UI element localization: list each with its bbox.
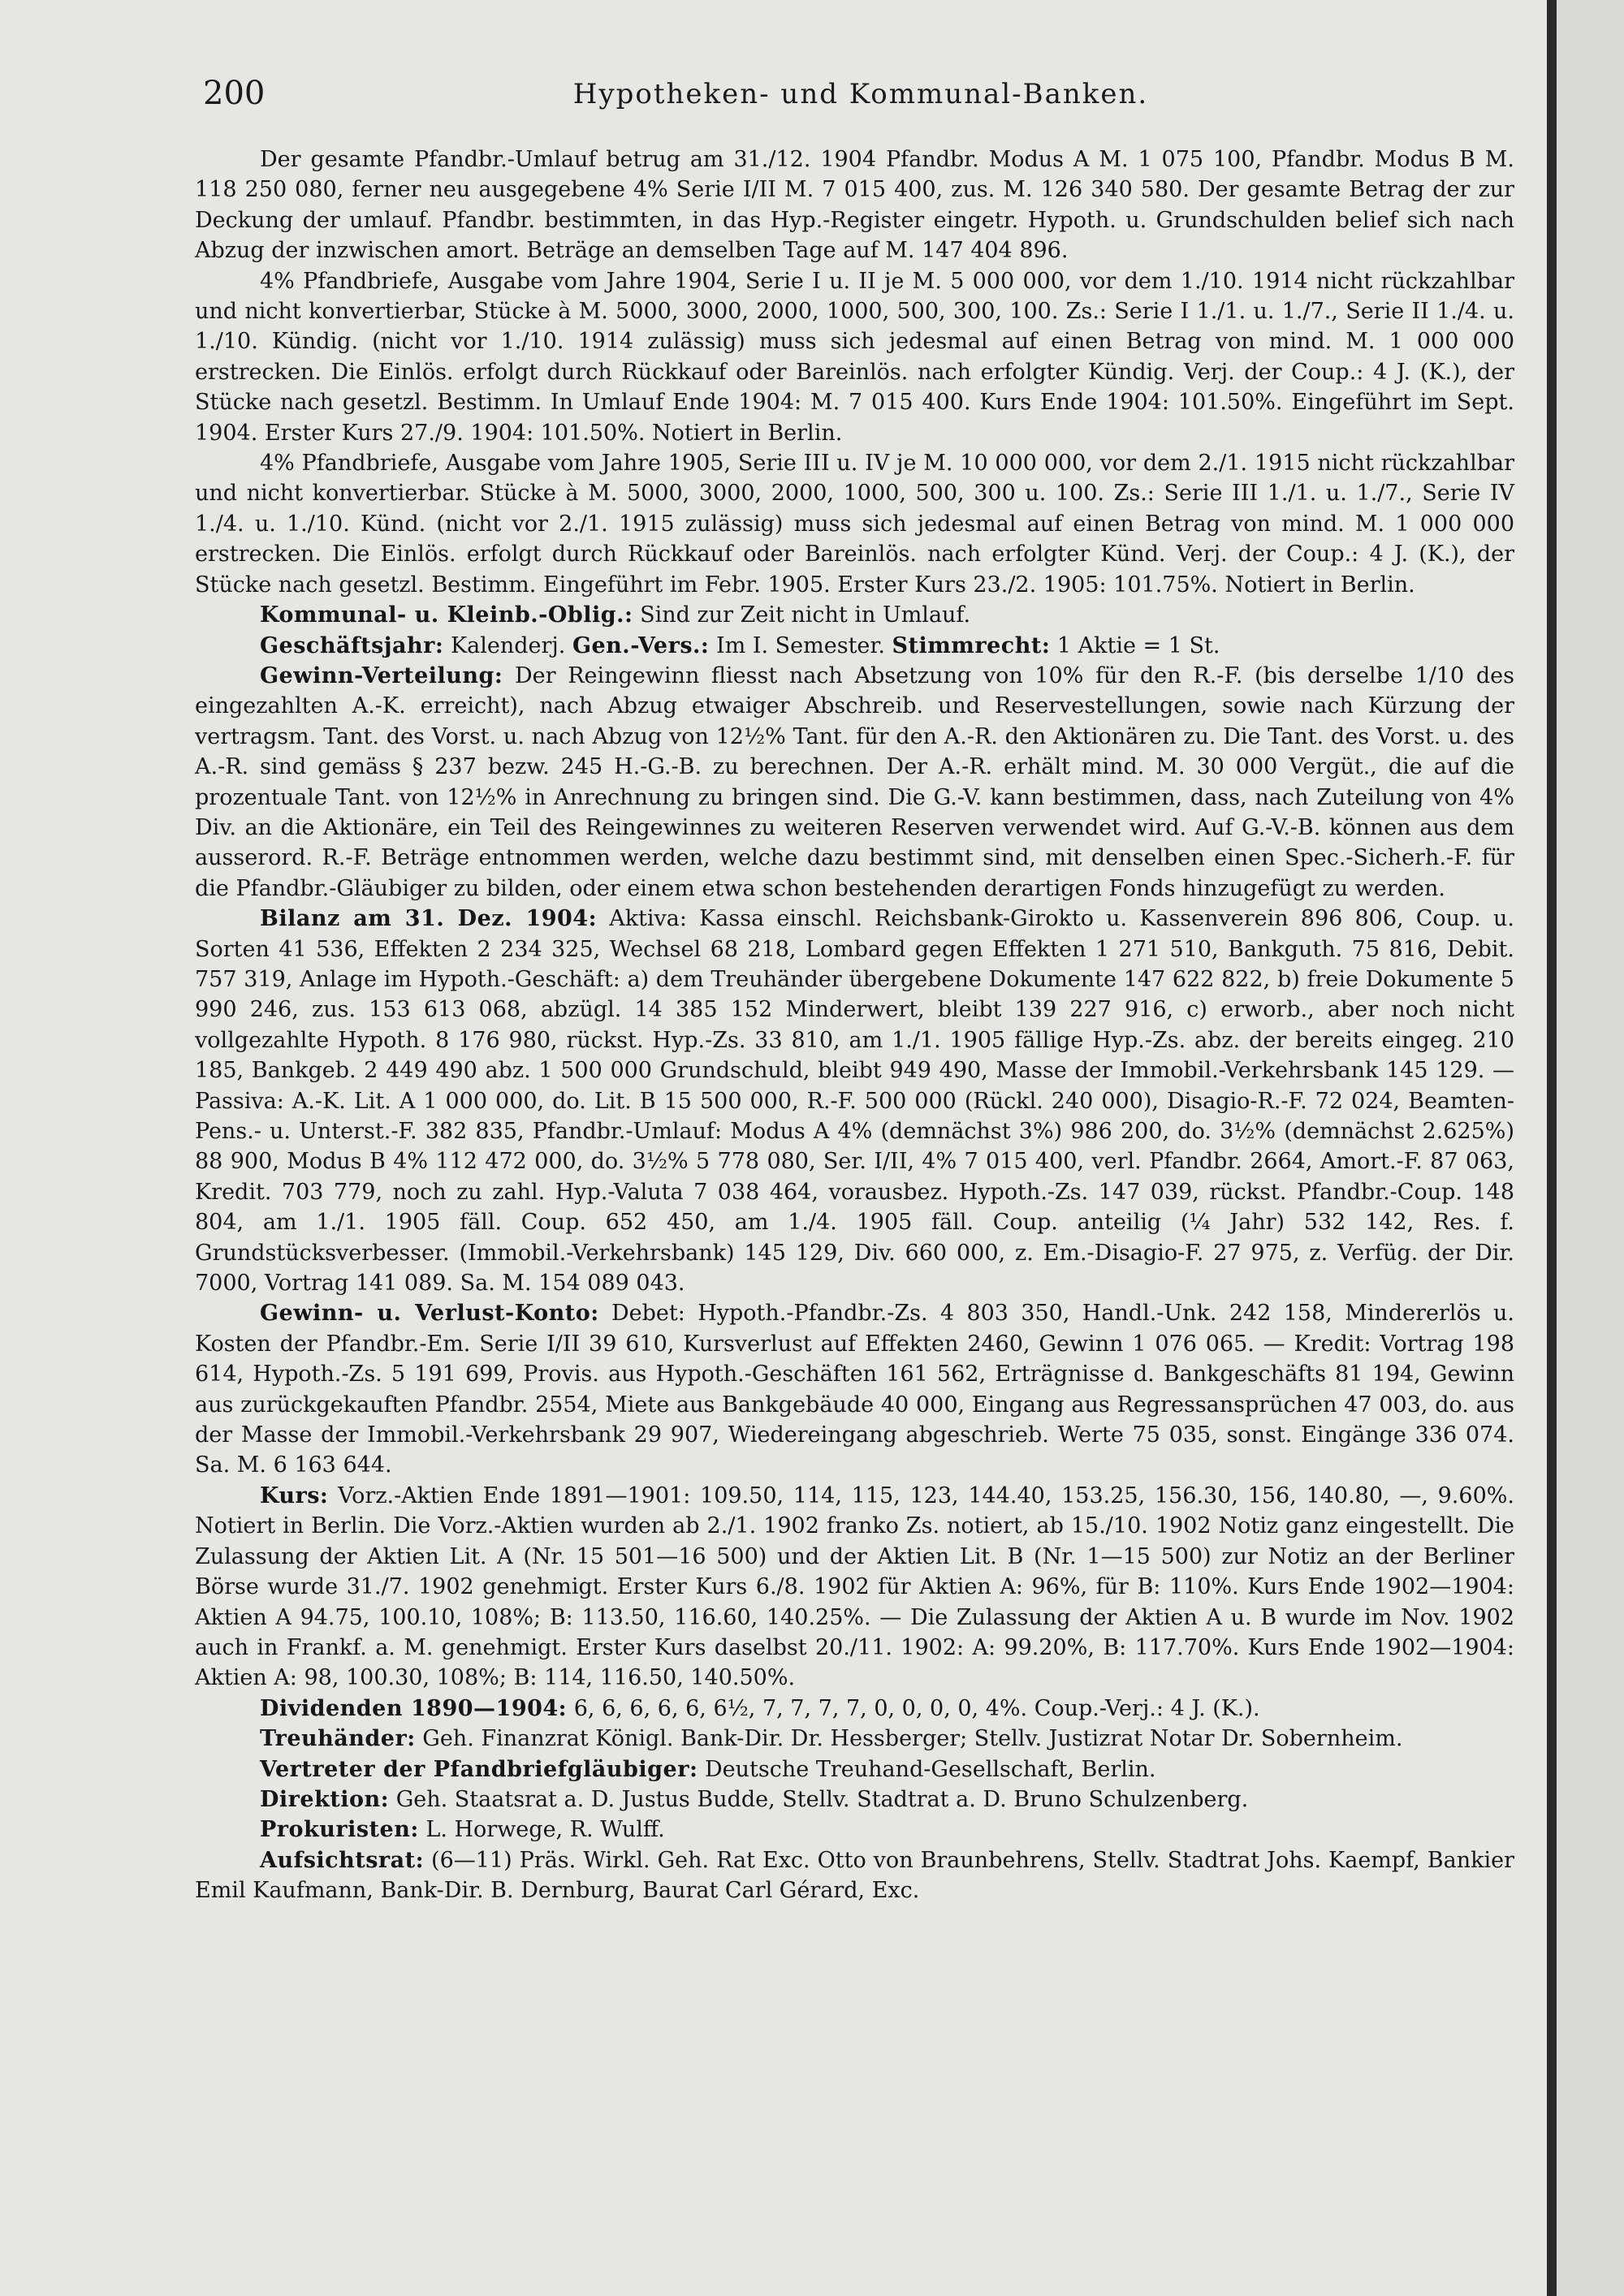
section-label: Prokuristen: — [260, 1817, 419, 1843]
page-number: 200 — [203, 75, 266, 112]
section-label: Direktion: — [260, 1786, 390, 1812]
paragraph-text: Im I. Semester. — [709, 632, 892, 658]
section-label: Kommunal- u. Kleinb.-Oblig.: — [260, 602, 633, 628]
section-label: Geschäftsjahr: — [260, 632, 444, 658]
paragraph-aufsichtsrat — [195, 1845, 1514, 1906]
paragraph-text: 1 Aktie = 1 St. — [1050, 632, 1220, 658]
paragraph-kurs — [195, 1481, 1514, 1694]
paragraph-direktion — [195, 1785, 1514, 1815]
paragraph-gewinn-verlust — [195, 1298, 1514, 1480]
paragraph-text: Der gesamte Pfandbr.-Umlauf betrug am 31./12. 1904 Pfandbr. Modus A M. 1 075 100, Pfandbr. Modus B M. 118 250 080, ferner neu ausgegebene 4% Serie I/II M. 7 015 400, zus. M. 126 340 580. Der gesamte Betrag der zur Deckung der umlauf. Pfandbr. bestimmten, in das Hyp.-Register eingetr. Hypoth. u. Grundschulden belief sich nach Abzug der inzwischen amort. Beträge an demselben Tage auf M. 147 404 896. — [195, 147, 1514, 264]
paragraph-text: Deutsche Treuhand-Gesellschaft, Berlin. — [698, 1756, 1156, 1782]
section-label: Aufsichtsrat: — [260, 1847, 425, 1873]
paragraph-treuhaender — [195, 1724, 1514, 1754]
section-label: Stimmrecht: — [892, 632, 1051, 658]
paragraph-text: L. Horwege, R. Wulff. — [418, 1817, 665, 1843]
section-label: Treuhänder: — [260, 1726, 416, 1752]
paragraph-gewinn-verteilung — [195, 661, 1514, 904]
paragraph-text: 6, 6, 6, 6, 6, 6½, 7, 7, 7, 7, 0, 0, 0, 0, 4%. Coup.-Verj.: 4 J. (K.). — [567, 1695, 1260, 1721]
section-label: Kurs: — [260, 1482, 329, 1508]
facing-page-margin — [1557, 0, 1624, 2296]
running-title: Hypotheken- und Kommunal-Banken. — [572, 78, 1149, 110]
paragraph-text: 4% Pfandbriefe, Ausgabe vom Jahre 1905, Serie III u. IV je M. 10 000 000, vor dem 2./1. 1915 nicht rückzahlbar und nicht konvertierbar. Stücke à M. 5000, 3000, 2000, 1000, 500, 300 u. 100. Zs.: Serie III 1./1. u. 1./7., Serie IV 1./4. u. 1./10. Künd. (nicht vor 2./1. 1915 zulässig) muss sich jedesmal auf einen Betrag von mind. M. 1 000 000 erstrecken. Die Einlös. erfolgt durch Rückkauf oder Bareinlös. nach erfolgter Künd. Verj. der Coup.: 4 J. (K.), der Stücke nach gesetzl. Bestimm. Eingeführt im Febr. 1905. Erster Kurs 23./2. 1905: 101.75%. Notiert in Berlin. — [195, 451, 1514, 598]
paragraph-text: Geh. Staatsrat a. D. Justus Budde, Stellv. Stadtrat a. D. Bruno Schulzenberg. — [389, 1786, 1249, 1812]
section-label: Gen.-Vers.: — [572, 632, 710, 658]
paragraph-vertreter — [195, 1754, 1514, 1785]
paragraph-bilanz — [195, 904, 1514, 1298]
paragraph-kommunal-oblig — [195, 600, 1514, 630]
section-label: Gewinn- u. Verlust-Konto: — [260, 1301, 599, 1327]
paragraph-geschaeftsjahr — [195, 631, 1514, 661]
paragraph-dividenden — [195, 1694, 1514, 1724]
paragraph-pfandbrief-umlauf — [195, 145, 1514, 266]
section-label: Vertreter der Pfandbriefgläubiger: — [260, 1756, 698, 1782]
paragraph-pfandbriefe-1905 — [195, 448, 1514, 600]
paragraph-text: Sind zur Zeit nicht in Umlauf. — [633, 602, 971, 628]
section-label: Dividenden 1890—1904: — [260, 1695, 568, 1721]
page-body — [195, 145, 1514, 1906]
paragraph-text: Debet: Hypoth.-Pfandbr.-Zs. 4 803 350, Handl.-Unk. 242 158, Mindererlös u. Kosten der Pfandbr.-Em. Serie I/II 39 610, Kursverlust auf Effekten 2460, Gewinn 1 076 065. — Kredit: Vortrag 198 614, Hypoth.-Zs. 5 191 699, Provis. aus Hypoth.-Geschäften 161 562, Erträgnisse d. Bankgeschäfts 81 194, Gewinn aus zurückgekauften Pfandbr. 2554, Miete aus Bankgebäude 40 000, Eingang aus Regressansprüchen 47 003, do. aus der Masse der Immobil.-Verkehrsbank 29 907, Wiedereingang abgeschrieb. Werte 75 035, sonst. Eingänge 336 074. Sa. M. 6 163 644. — [195, 1301, 1514, 1478]
paragraph-text: Kalenderj. — [443, 632, 572, 658]
section-label: Gewinn-Verteilung: — [260, 662, 503, 688]
paragraph-text: Geh. Finanzrat Königl. Bank-Dir. Dr. Hessberger; Stellv. Justizrat Notar Dr. Sobernheim. — [415, 1726, 1403, 1752]
paragraph-text: Der Reingewinn fliesst nach Absetzung von 10% für den R.-F. (bis derselbe 1/10 des eingezahlten A.-K. erreicht), nach Abzug etwaiger Abschreib. und Reservestellungen, sowie nach Kürzung der vertragsm. Tant. des Vorst. u. nach Abzug von 12½% Tant. für den A.-R. den Aktionären zu. Die Tant. des Vorst. u. des A.-R. sind gemäss § 237 bezw. 245 H.-G.-B. zu berechnen. Der A.-R. erhält mind. M. 30 000 Vergüt., die auf die prozentuale Tant. von 12½% in Anrechnung zu bringen sind. Die G.-V. kann bestimmen, dass, nach Zuteilung von 4% Div. an die Aktionäre, ein Teil des Reingewinnes zu weiteren Reserven verwendet wird. Auf G.-V.-B. können aus dem ausserord. R.-F. Beträge entnommen werden, welche dazu bestimmt sind, mit denselben einen Spec.-Sicherh.-F. für die Pfandbr.-Gläubiger zu bilden, oder einem etwa schon bestehenden derartigen Fonds hinzugefügt zu werden. — [195, 662, 1514, 901]
paragraph-text: Aktiva: Kassa einschl. Reichsbank-Girokto u. Kassenverein 896 806, Coup. u. Sorten 41 536, Effekten 2 234 325, Wechsel 68 218, Lombard gegen Effekten 1 271 510, Bankguth. 75 816, Debit. 757 319, Anlage im Hypoth.-Geschäft: a) dem Treuhänder übergebene Dokumente 147 622 822, b) freie Dokumente 5 990 246, zus. 153 613 068, abzügl. 14 385 152 Minderwert, bleibt 139 227 916, c) erworb., aber noch nicht vollgezahlte Hypoth. 8 176 980, rückst. Hyp.-Zs. 33 810, am 1./1. 1905 fällige Hyp.-Zs. abz. der bereits eingeg. 210 185, Bankgeb. 2 449 490 abz. 1 500 000 Grundschuld, bleibt 949 490, Masse der Immobil.-Verkehrsbank 145 129. — Passiva: A.-K. Lit. A 1 000 000, do. Lit. B 15 500 000, R.-F. 500 000 (Rückl. 240 000), Disagio-R.-F. 72 024, Beamten-Pens.- u. Unterst.-F. 382 835, Pfandbr.-Umlauf: Modus A 4% (demnächst 3%) 986 200, do. 3½% (demnächst 2.625%) 88 900, Modus B 4% 112 472 000, do. 3½% 5 778 080, Ser. I/II, 4% 7 015 400, verl. Pfandbr. 2664, Amort.-F. 87 063, Kredit. 703 779, noch zu zahl. Hyp.-Valuta 7 038 464, vorausbez. Hypoth.-Zs. 147 039, rückst. Pfandbr.-Coup. 148 804, am 1./1. 1905 fäll. Coup. 652 450, am 1./4. 1905 fäll. Coup. anteilig (¼ Jahr) 532 142, Res. f. Grundstücksverbesser. (Immobil.-Verkehrsbank) 145 129, Div. 660 000, z. Em.-Disagio-F. 27 975, z. Verfüg. der Dir. 7000, Vortrag 141 089. Sa. M. 154 089 043. — [195, 906, 1514, 1297]
paragraph-text: 4% Pfandbriefe, Ausgabe vom Jahre 1904, Serie I u. II je M. 5 000 000, vor dem 1./10. 1914 nicht rückzahlbar und nicht konvertierbar, Stücke à M. 5000, 3000, 2000, 1000, 500, 300, 100. Zs.: Serie I 1./1. u. 1./7., Serie II 1./4. u. 1./10. Kündig. (nicht vor 1./10. 1914 zulässig) muss sich jedesmal auf einen Betrag von mind. M. 1 000 000 erstrecken. Die Einlös. erfolgt durch Rückkauf oder Bareinlös. nach erfolgter Kündig. Verj. der Coup.: 4 J. (K.), der Stücke nach gesetzl. Bestimm. In Umlauf Ende 1904: M. 7 015 400. Kurs Ende 1904: 101.50%. Eingeführt im Sept. 1904. Erster Kurs 27./9. 1904: 101.50%. Notiert in Berlin. — [195, 268, 1514, 446]
page-edge-shadow — [1547, 0, 1557, 2296]
paragraph-pfandbriefe-1904 — [195, 266, 1514, 448]
paragraph-text: (6—11) Präs. Wirkl. Geh. Rat Exc. Otto von Braunbehrens, Stellv. Stadtrat Johs. Kaempf, Bankier Emil Kaufmann, Bank-Dir. B. Dernburg, Baurat Carl Gérard, Exc. — [195, 1847, 1514, 1904]
section-label: Bilanz am 31. Dez. 1904: — [260, 906, 598, 932]
paragraph-prokuristen — [195, 1815, 1514, 1845]
paragraph-text: Vorz.-Aktien Ende 1891—1901: 109.50, 114, 115, 123, 144.40, 153.25, 156.30, 156, 140.80, —, 9.60%. Notiert in Berlin. Die Vorz.-Aktien wurden ab 2./1. 1902 franko Zs. notiert, ab 15./10. 1902 Notiz ganz eingestellt. Die Zulassung der Aktien Lit. A (Nr. 15 501—16 500) und der Aktien Lit. B (Nr. 1—15 500) zur Notiz an der Berliner Börse wurde 31./7. 1902 genehmigt. Erster Kurs 6./8. 1902 für Aktien A: 96%, für B: 110%. Kurs Ende 1902—1904: Aktien A 94.75, 100.10, 108%; B: 113.50, 116.60, 140.25%. — Die Zulassung der Aktien A u. B wurde im Nov. 1902 auch in Frankf. a. M. genehmigt. Erster Kurs daselbst 20./11. 1902: A: 99.20%, B: 117.70%. Kurs Ende 1902—1904: Aktien A: 98, 100.30, 108%; B: 114, 116.50, 140.50%. — [195, 1482, 1514, 1691]
page-header — [203, 75, 1518, 115]
